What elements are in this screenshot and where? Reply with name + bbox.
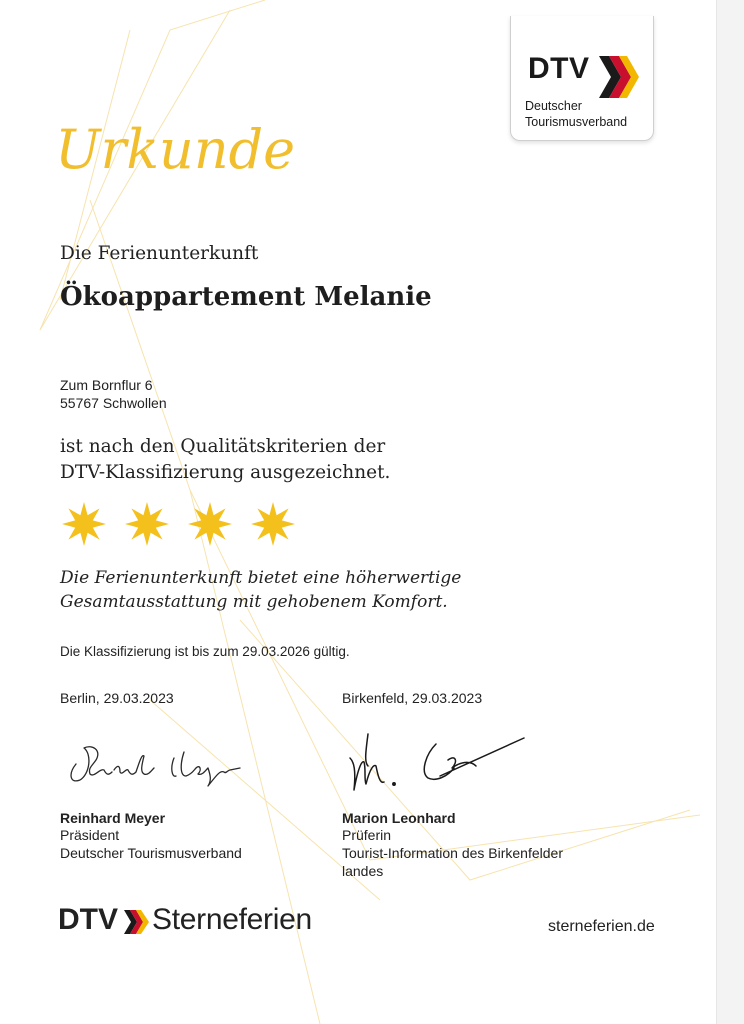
place-date-right: Birkenfeld, 29.03.2023 bbox=[342, 690, 483, 706]
signature-right bbox=[340, 732, 540, 798]
scan-edge bbox=[716, 0, 744, 1024]
classification-claim: ist nach den Qualitätskriterien der DTV-Klassifizierung ausgezeichnet. bbox=[60, 436, 391, 483]
star-icon bbox=[188, 502, 232, 546]
signatory-right: Marion Leonhard Prüferin Tourist-Information des Birkenfelder landes bbox=[342, 810, 563, 879]
property-name: Ökoappartement Melanie bbox=[60, 282, 432, 312]
place-date-left: Berlin, 29.03.2023 bbox=[60, 690, 174, 706]
logo-subtitle: Deutscher Tourismusverband bbox=[525, 99, 628, 129]
footer-dtv: DTV bbox=[58, 903, 118, 936]
footer-chevrons-icon bbox=[122, 907, 152, 937]
signature-left bbox=[62, 734, 262, 790]
star-icon bbox=[251, 502, 295, 546]
footer-sterneferien: Sterneferien bbox=[152, 903, 312, 936]
chevrons-icon bbox=[597, 54, 641, 100]
page-title: Urkunde bbox=[55, 118, 296, 181]
stars-graphic bbox=[60, 502, 320, 548]
dtv-logo bbox=[510, 16, 654, 141]
star-icon bbox=[62, 502, 106, 546]
lead-text: Die Ferienunterkunft bbox=[60, 243, 259, 264]
star-rating bbox=[60, 502, 320, 553]
validity-note: Die Klassifizierung ist bis zum 29.03.2026 gültig. bbox=[60, 644, 350, 659]
address bbox=[60, 376, 167, 412]
star-icon bbox=[125, 502, 169, 546]
address-street: Zum Bornflur 6 bbox=[60, 377, 153, 393]
signatory-left: Reinhard Meyer Präsident Deutscher Tourismusverband bbox=[60, 810, 242, 861]
address-city: 55767 Schwollen bbox=[60, 395, 167, 411]
logo-abbr: DTV bbox=[528, 52, 590, 85]
comfort-description: Die Ferienunterkunft bietet eine höherwertige Gesamtausstattung mit gehobenem Komfort. bbox=[60, 568, 462, 612]
footer-url: sterneferien.de bbox=[548, 918, 655, 935]
